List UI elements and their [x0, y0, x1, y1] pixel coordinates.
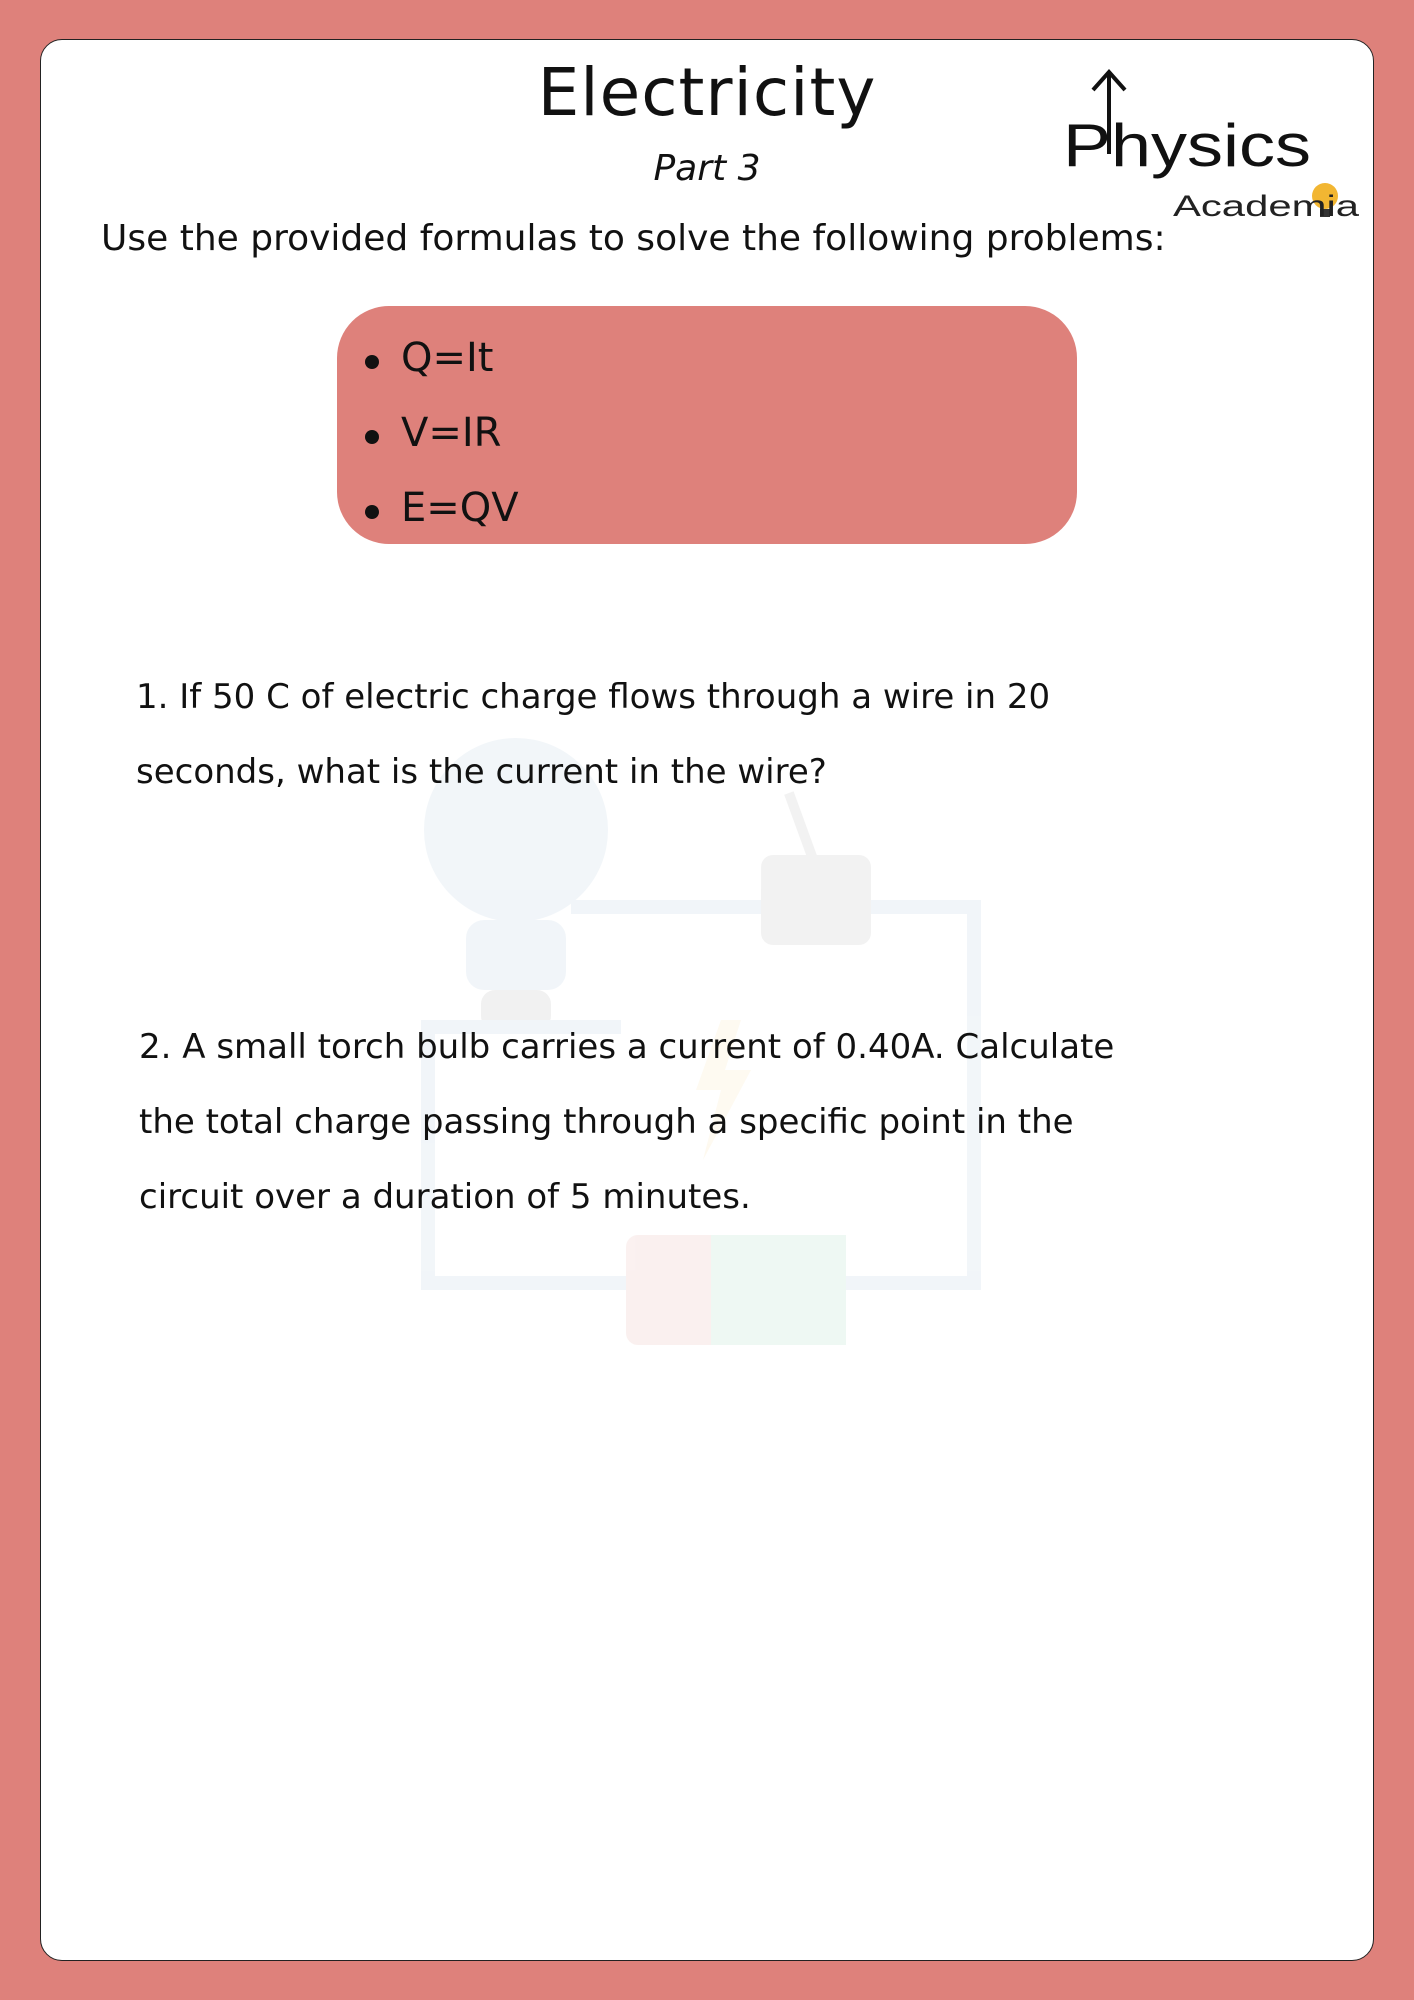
question-line: circuit over a duration of 5 minutes. [139, 1177, 751, 1217]
worksheet-page [40, 39, 1374, 1961]
formula-item [365, 320, 1077, 395]
formula-list [337, 306, 1077, 545]
question-line: 2. A small torch bulb carries a current of 0.40A. Calculate [139, 1027, 1115, 1067]
logo-sub: Academia [1173, 190, 1360, 223]
question-line: seconds, what is the current in the wire? [136, 752, 827, 792]
question-1 [136, 660, 1136, 810]
bullet-icon [365, 430, 379, 444]
formula-text: V=IR [401, 409, 502, 456]
formula-item [365, 470, 1077, 545]
instructions-text: Use the provided formulas to solve the following problems: [101, 218, 1166, 259]
question-2 [139, 1010, 1199, 1235]
formula-box [337, 306, 1077, 544]
formula-text: Q=It [401, 334, 494, 381]
bullet-icon [365, 355, 379, 369]
bullet-icon [365, 505, 379, 519]
question-line: 1. If 50 C of electric charge flows through a wire in 20 [136, 677, 1051, 717]
question-line: the total charge passing through a specific point in the [139, 1102, 1074, 1142]
physics-academia-logo [1061, 64, 1361, 224]
page-subtitle: Part 3 [653, 148, 761, 189]
formula-item [365, 395, 1077, 470]
logo-word: Physics [1063, 112, 1311, 179]
formula-text: E=QV [401, 484, 519, 531]
page-title: Electricity [537, 54, 877, 131]
